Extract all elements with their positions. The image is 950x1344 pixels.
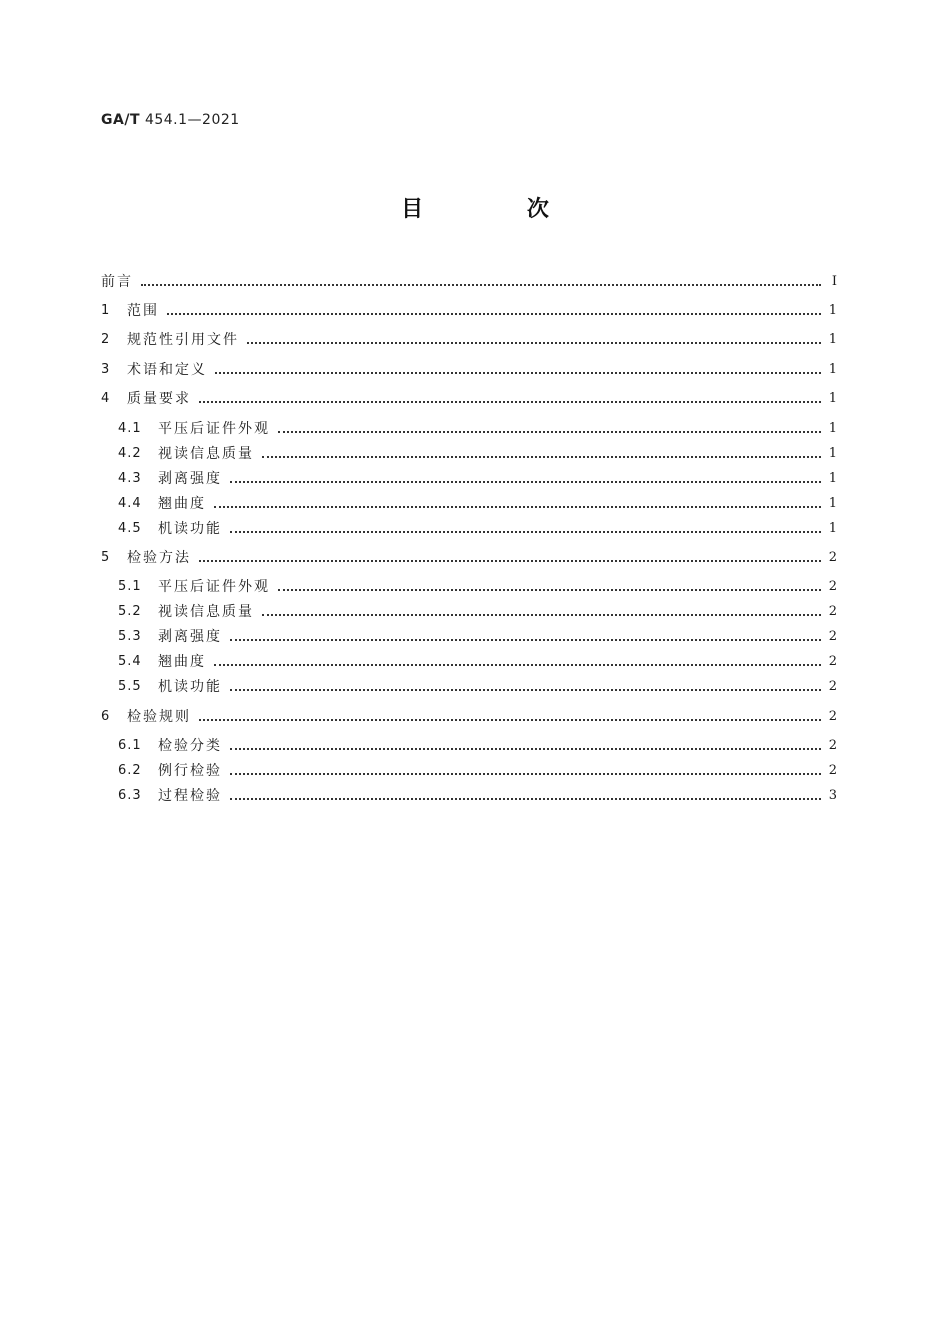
toc-entry-page-number: 1: [828, 362, 837, 377]
toc-entry-page-number: 3: [828, 788, 837, 803]
toc-entry[interactable]: [101, 705, 837, 729]
toc-entry-page-number: 1: [828, 303, 837, 318]
toc-entry-page-number: 2: [828, 550, 837, 565]
dot-leader: [230, 748, 821, 750]
toc-entry[interactable]: [101, 299, 837, 323]
toc-entry[interactable]: [118, 417, 837, 441]
toc-entry[interactable]: [101, 328, 837, 352]
toc-entry[interactable]: [118, 467, 837, 491]
dot-leader: [278, 431, 821, 433]
toc-entry-page-number: 2: [828, 679, 837, 694]
toc-entry-number: 4: [101, 391, 111, 406]
toc-entry[interactable]: [118, 600, 837, 624]
dot-leader: [262, 456, 821, 458]
dot-leader: [230, 481, 821, 483]
dot-leader: [230, 798, 821, 800]
toc-entry-label: 视读信息质量: [158, 604, 254, 620]
toc-entry-number: 3: [101, 362, 111, 377]
toc-entry-page-number: Ⅰ: [831, 274, 837, 289]
toc-entry[interactable]: [118, 517, 837, 541]
toc-entry-number: 5.1: [118, 579, 142, 594]
toc-entry-page-number: 2: [828, 579, 837, 594]
toc-entry-page-number: 1: [828, 421, 837, 436]
toc-entry-label: 机读功能: [158, 679, 222, 695]
toc-entry[interactable]: [118, 650, 837, 674]
toc-entry[interactable]: [118, 575, 837, 599]
dot-leader: [230, 639, 821, 641]
toc-entry-page-number: 2: [828, 604, 837, 619]
dot-leader: [214, 506, 821, 508]
toc-entry[interactable]: [118, 442, 837, 466]
toc-entry-number: 6.1: [118, 738, 142, 753]
toc-entry[interactable]: [101, 387, 837, 411]
toc-entry-number: 5.4: [118, 654, 142, 669]
toc-entry-label: 检验规则: [127, 709, 191, 725]
toc-entry-number: 5: [101, 550, 111, 565]
toc-entry-label: 检验方法: [127, 550, 191, 566]
toc-entry[interactable]: [118, 734, 837, 758]
toc-entry-label: 过程检验: [158, 788, 222, 804]
toc-entry-label: 平压后证件外观: [158, 579, 270, 595]
toc-entry[interactable]: [118, 759, 837, 783]
toc-entry-label: 机读功能: [158, 521, 222, 537]
toc-entry-label: 例行检验: [158, 763, 222, 779]
toc-entry-number: 6: [101, 709, 111, 724]
dot-leader: [141, 284, 821, 286]
toc-entry-label: 翘曲度: [158, 654, 206, 670]
toc-entry-number: 6.3: [118, 788, 142, 803]
dot-leader: [230, 689, 821, 691]
dot-leader: [199, 719, 821, 721]
toc-entry-number: 5.5: [118, 679, 142, 694]
toc-entry-page-number: 1: [828, 446, 837, 461]
toc-entry-number: 2: [101, 332, 111, 347]
toc-entry-page-number: 2: [828, 629, 837, 644]
dot-leader: [199, 560, 821, 562]
toc-entry-page-number: 2: [828, 763, 837, 778]
toc-entry-number: 4.1: [118, 421, 142, 436]
toc-entry-label: 检验分类: [158, 738, 222, 754]
standard-number: 454.1—2021: [144, 112, 240, 128]
toc-entry-label: 规范性引用文件: [127, 332, 239, 348]
page-title: 目 次: [401, 197, 597, 222]
dot-leader: [215, 372, 821, 374]
toc-entry-label: 剥离强度: [158, 471, 222, 487]
toc-entry-page-number: 2: [828, 709, 837, 724]
toc-entry[interactable]: [101, 546, 837, 570]
toc-entry-page-number: 2: [828, 738, 837, 753]
toc-entry-label: 前言: [101, 274, 133, 290]
toc-entry[interactable]: [118, 625, 837, 649]
toc-entry-label: 视读信息质量: [158, 446, 254, 462]
toc-entry-number: 6.2: [118, 763, 142, 778]
toc-entry-number: 4.3: [118, 471, 142, 486]
toc-entry-label: 术语和定义: [127, 362, 207, 378]
standard-code: [101, 112, 240, 128]
dot-leader: [262, 614, 821, 616]
toc-entry-label: 范围: [127, 303, 159, 319]
toc-entry-number: 4.5: [118, 521, 142, 536]
dot-leader: [247, 342, 821, 344]
toc-entry[interactable]: [101, 358, 837, 382]
dot-leader: [278, 589, 821, 591]
toc-entry-label: 平压后证件外观: [158, 421, 270, 437]
toc-entry-label: 翘曲度: [158, 496, 206, 512]
dot-leader: [167, 313, 821, 315]
toc-entry-page-number: 1: [828, 521, 837, 536]
toc-entry[interactable]: [118, 492, 837, 516]
toc-entry-label: 质量要求: [127, 391, 191, 407]
toc-entry[interactable]: [118, 784, 837, 808]
toc-entry-number: 4.2: [118, 446, 142, 461]
toc-entry-number: 4.4: [118, 496, 142, 511]
toc-entry-number: 5.2: [118, 604, 142, 619]
toc-entry-number: 5.3: [118, 629, 142, 644]
standard-prefix: GA/T: [101, 112, 140, 128]
toc-entry-page-number: 1: [828, 496, 837, 511]
toc-entry-page-number: 1: [828, 391, 837, 406]
toc-entry-page-number: 1: [828, 332, 837, 347]
toc-entry-page-number: 2: [828, 654, 837, 669]
toc-entry-label: 剥离强度: [158, 629, 222, 645]
toc-entry-page-number: 1: [828, 471, 837, 486]
dot-leader: [199, 401, 821, 403]
toc-entry-number: 1: [101, 303, 111, 318]
toc-entry[interactable]: [101, 270, 837, 294]
dot-leader: [214, 664, 821, 666]
dot-leader: [230, 773, 821, 775]
dot-leader: [230, 531, 821, 533]
toc-entry[interactable]: [118, 675, 837, 699]
